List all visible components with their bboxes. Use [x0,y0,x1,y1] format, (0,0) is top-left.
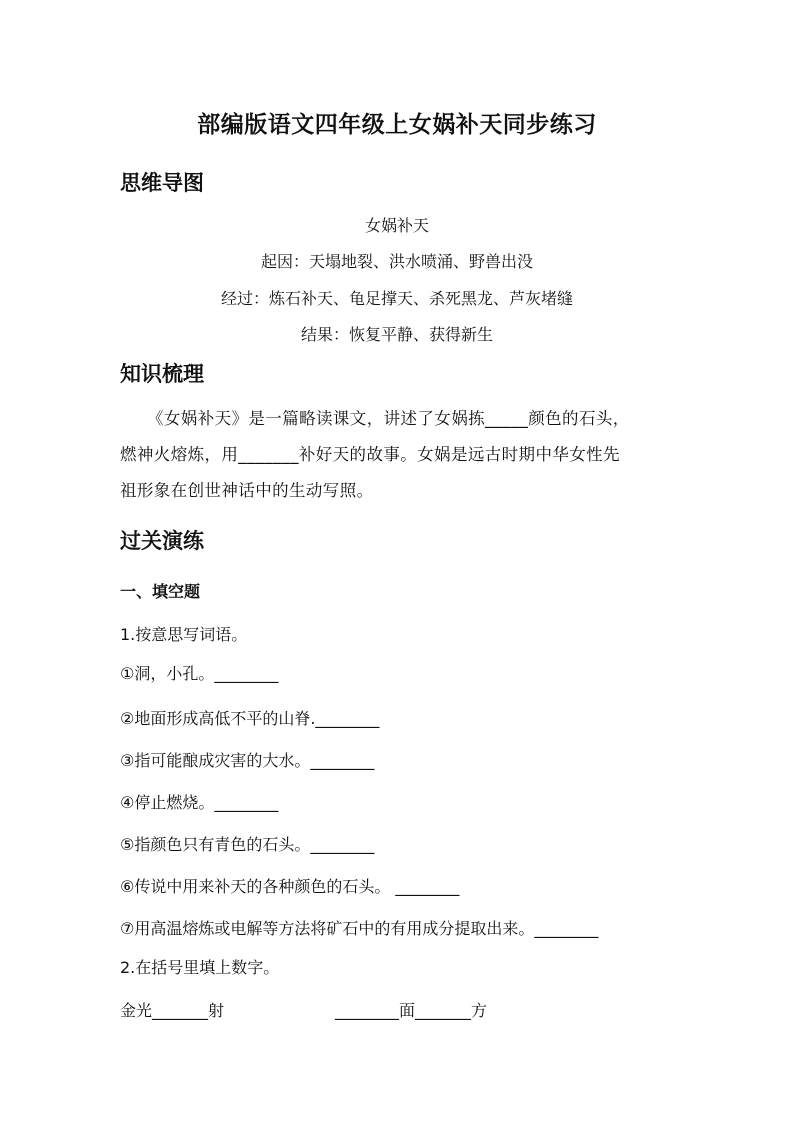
mindmap-heading: 思维导图 [120,171,204,195]
knowledge-line-3: 祖形象在创世神话中的生动写照。 [120,481,374,500]
question-2: 2.在括号里填上数字。 [120,958,280,977]
mindmap-result: 结果：恢复平静、获得新生 [300,325,493,344]
question-1-item: ⑥传说中用来补天的各种颜色的石头。 ________ [120,877,460,896]
mindmap-process: 经过：炼石补天、龟足撑天、杀死黑龙、芦灰堵缝 [220,289,573,308]
question-1-item: ⑦用高温熔炼或电解等方法将矿石中的有用成分提取出来。________ [120,919,599,938]
knowledge-line-2: 燃神火熔炼，用_______补好天的故事。女娲是远古时期中华女性先 [120,445,620,464]
practice-heading: 过关演练 [120,529,204,553]
question-2-blank-right: ________面_______方 [335,1001,488,1020]
mindmap-cause: 起因：天塌地裂、洪水喷涌、野兽出没 [260,252,533,271]
knowledge-line-1: 《女娲补天》是一篇略读课文，讲述了女娲拣_____颜色的石头， [147,409,630,428]
mindmap-center: 女娲补天 [364,216,429,235]
question-2-blank-left: 金光_______射 [120,1001,225,1020]
question-1-item: ②地面形成高低不平的山脊.________ [120,709,380,728]
knowledge-heading: 知识梳理 [120,362,204,386]
question-1: 1.按意思写词语。 [120,625,248,644]
question-1-item: ⑤指颜色只有青色的石头。________ [120,835,375,854]
question-1-item: ④停止燃烧。________ [120,793,279,812]
page-title: 部编版语文四年级上女娲补天同步练习 [197,112,597,138]
question-1-item: ③指可能酿成灾害的大水。________ [120,751,375,770]
section-fill-blank: 一、填空题 [120,582,201,601]
question-1-item: ①洞，小孔。________ [120,664,279,683]
